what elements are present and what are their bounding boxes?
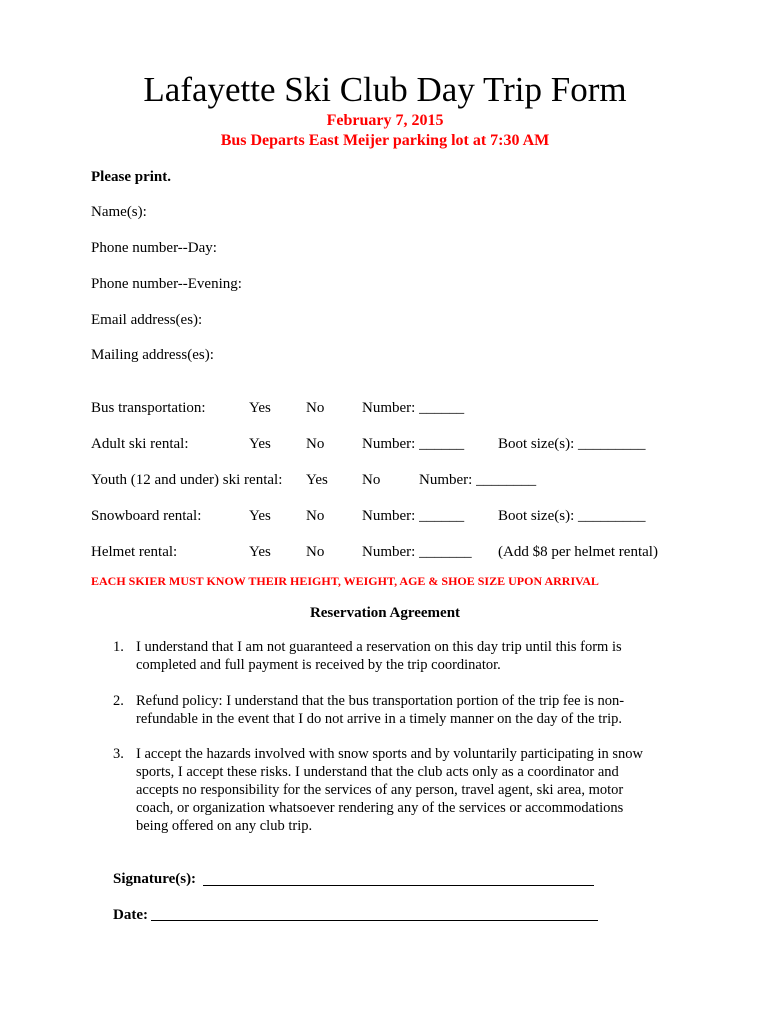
snowboard-rental-label: Snowboard rental: <box>91 508 202 524</box>
bus-yes-option: Yes <box>249 400 271 416</box>
phone-day-field-label: Phone number--Day: <box>91 240 217 256</box>
adult-no-option: No <box>306 436 325 452</box>
agreement-line: refundable in the event that I do not arrive in a timely manner on the day of the trip. <box>136 711 622 727</box>
helmet-no-option: No <box>306 544 325 560</box>
form-title: Lafayette Ski Club Day Trip Form <box>143 70 627 109</box>
signature-label: Signature(s): <box>113 871 197 887</box>
email-field-label: Email address(es): <box>91 312 203 328</box>
date-label: Date: <box>113 907 148 923</box>
agreement-line: coach, or organization whatsoever rendering any of the services or accommodations <box>136 800 624 816</box>
adult-number-field: Number: ______ <box>362 436 465 452</box>
youth-no-option: No <box>362 472 381 488</box>
youth-ski-rental-label: Youth (12 and under) ski rental: <box>91 472 283 488</box>
adult-boot-size-field: Boot size(s): _________ <box>498 436 646 452</box>
agreement-item-number: 1. <box>113 639 124 655</box>
snowboard-number-field: Number: ______ <box>362 508 465 524</box>
agreement-item-number: 2. <box>113 693 124 709</box>
names-field-label: Name(s): <box>91 204 147 220</box>
youth-yes-option: Yes <box>306 472 328 488</box>
youth-number-field: Number: ________ <box>419 472 537 488</box>
agreement-item-number: 3. <box>113 746 124 762</box>
helmet-number-field: Number: _______ <box>362 544 472 560</box>
bus-number-field: Number: ______ <box>362 400 465 416</box>
helmet-yes-option: Yes <box>249 544 271 560</box>
departure-info: Bus Departs East Meijer parking lot at 7:30 AM <box>220 132 550 149</box>
signature-line[interactable] <box>203 885 594 886</box>
please-print-instruction: Please print. <box>91 169 171 185</box>
adult-yes-option: Yes <box>249 436 271 452</box>
arrival-requirements-notice: EACH SKIER MUST KNOW THEIR HEIGHT, WEIGHT, AGE & SHOE SIZE UPON ARRIVAL <box>91 574 599 588</box>
adult-ski-rental-label: Adult ski rental: <box>91 436 189 452</box>
snowboard-no-option: No <box>306 508 325 524</box>
agreement-line: sports, I accept these risks. I understand that the club acts only as a coordinator and <box>136 764 619 780</box>
agreement-line: I understand that I am not guaranteed a reservation on this day trip until this form is <box>136 639 622 655</box>
mailing-field-label: Mailing address(es): <box>91 347 214 363</box>
helmet-rental-label: Helmet rental: <box>91 544 178 560</box>
bus-transportation-label: Bus transportation: <box>91 400 206 416</box>
bus-no-option: No <box>306 400 325 416</box>
agreement-line: being offered on any club trip. <box>136 818 313 834</box>
snowboard-boot-size-field: Boot size(s): _________ <box>498 508 646 524</box>
agreement-item-text <box>136 692 624 728</box>
helmet-price-note: (Add $8 per helmet rental) <box>498 544 658 560</box>
phone-evening-field-label: Phone number--Evening: <box>91 276 242 292</box>
reservation-agreement-heading: Reservation Agreement <box>309 605 461 621</box>
trip-date: February 7, 2015 <box>326 112 444 129</box>
agreement-line: I accept the hazards involved with snow sports and by voluntarily participating in snow <box>136 746 643 762</box>
agreement-line: completed and full payment is received by the trip coordinator. <box>136 657 501 673</box>
agreement-item-text <box>136 638 622 674</box>
agreement-line: accepts no responsibility for the services of any person, travel agent, ski area, motor <box>136 782 624 798</box>
agreement-line: Refund policy: I understand that the bus transportation portion of the trip fee is non- <box>136 693 625 709</box>
date-line[interactable] <box>151 920 598 921</box>
snowboard-yes-option: Yes <box>249 508 271 524</box>
agreement-item-text <box>136 745 643 835</box>
